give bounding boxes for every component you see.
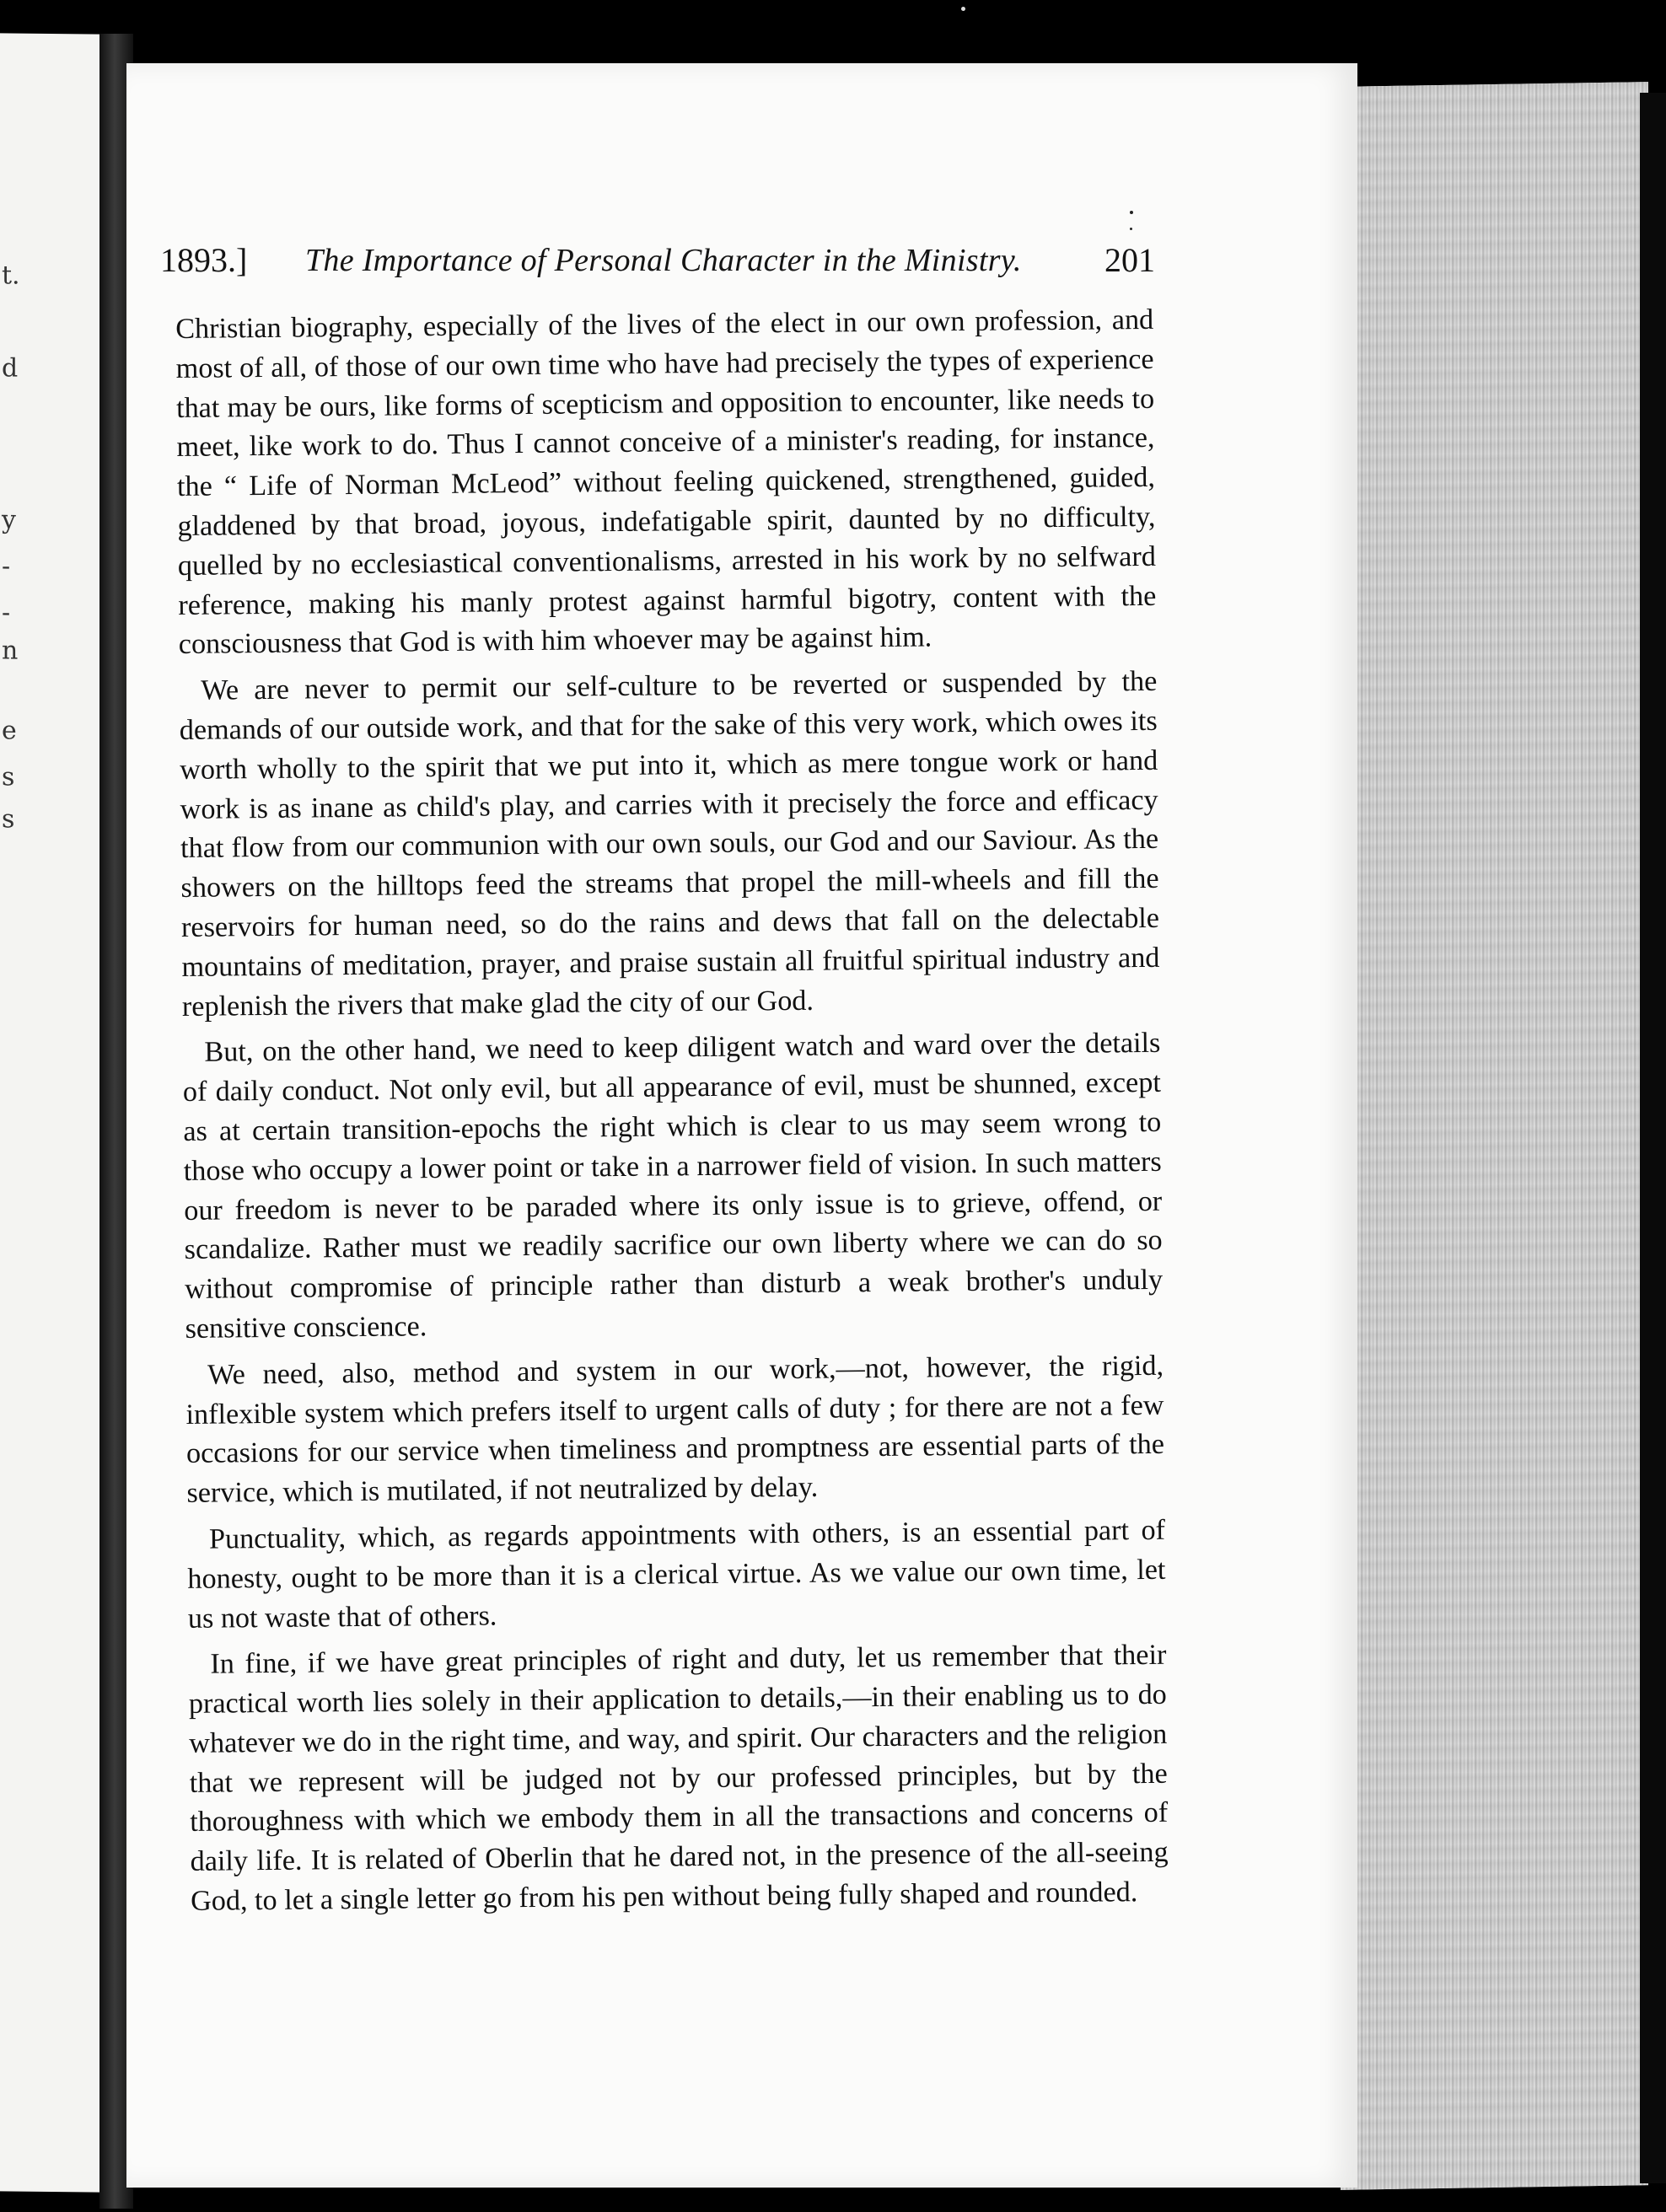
- facing-page-sliver: [0, 33, 101, 2192]
- facing-page-fragment: d: [2, 353, 19, 384]
- paragraph: But, on the other hand, we need to keep diligent watch and ward over the details of daily conduct. Not only evil, but all appearance of evil, must be shunned, except as at certain transition-epochs the right which is clear to us may seem wrong to those who occupy a lower point or take in a narrower field of vision. In such matters our freedom is never to be paraded where its only issue is to grieve, offend, or scandalize. Rather must we readily sacrifice our own liberty where we can do so without compromise of principle rather than disturb a weak brother's unduly sensitive conscience.: [182, 1028, 1164, 1345]
- running-head: [160, 240, 1155, 291]
- facing-page-fragment: t.: [2, 260, 20, 291]
- paragraph: Christian biography, especially of the lives of the elect in our own profession, and most of all, of those of our own time who have had precisely the types of experience that may be ours, like forms of scepticism and opposition to encounter, like needs to meet, like work to do. Thus I cannot conceive of a minister's reading, for instance, the “ Life of Norman McLeod” without feeling quickened, strengthened, guided, gladdened by that broad, joyous, indefatigable spirit, daunted by no difficulty, quelled by no ecclesiastical conventionalisms, arrested in his work by no selfward reference, making his manly protest against harmful bigotry, content with the consciousness that God is with him whoever may be against him.: [175, 303, 1157, 661]
- scan-speck: [961, 7, 965, 11]
- paragraph: In fine, if we have great principles of right and duty, let us remember that their practical worth lies solely in their application to details,—in their enabling us to do whatever we do in the right time, and way, and spirit. Our characters and the religion that we represent will be judged not by our professed principles, but by the thoroughness with which we embody them in all the transactions and concerns of daily life. It is related of Oberlin that he dared not, in the presence of the all-seeing God, to let a single letter go from his pen without being fully shaped and rounded.: [188, 1640, 1169, 1917]
- page-body: [175, 301, 1169, 1929]
- page-fore-edge: [1341, 82, 1648, 2190]
- facing-page-fragment: -: [2, 598, 11, 628]
- scan-speck: [1130, 228, 1132, 230]
- book-cover-edge: [1640, 93, 1666, 2183]
- facing-page-fragment: s: [2, 762, 15, 792]
- header-title: The Importance of Personal Character in the Ministry.: [305, 243, 1022, 278]
- paragraph: We need, also, method and system in our work,—not, however, the rigid, inflexible system which prefers itself to urgent calls of duty ; for there are not a few occasions for our service when timeliness and promptness are essential parts of the service, which is mutilated, if not neutralized by delay.: [185, 1350, 1165, 1510]
- header-year: 1893.]: [160, 241, 248, 279]
- facing-page-fragment: s: [2, 804, 15, 835]
- paragraph: We are never to permit our self-culture to be reverted or suspended by the demands of our outside work, and that for the sake of this very work, which owes its worth wholly to the spirit that we put into it, which as mere tongue work or hand work is as inane as child's play, and carries with it precisely the force and efficacy that flow from our communion with our own souls, our God and our Saviour. As the showers on the hilltops feed the streams that propel the mill-wheels and fill the reservoirs for human need, so do the rains and dews that fall on the delectable mountains of meditation, prayer, and praise sustain all fruitful spiritual industry and replenish the rivers that make glad the city of our God.: [179, 666, 1160, 1023]
- facing-page-fragment: y: [2, 505, 16, 535]
- facing-page-fragment: -: [2, 551, 11, 582]
- facing-page-fragment: n: [2, 636, 19, 666]
- facing-page-fragment: e: [2, 716, 17, 746]
- scan-speck: [1130, 211, 1133, 214]
- page-number: 201: [1104, 241, 1155, 279]
- paragraph: Punctuality, which, as regards appointments with others, is an essential part of honesty, ought to be more than it is a clerical virtue. As we value our own time, let us not waste that of others.: [187, 1514, 1166, 1635]
